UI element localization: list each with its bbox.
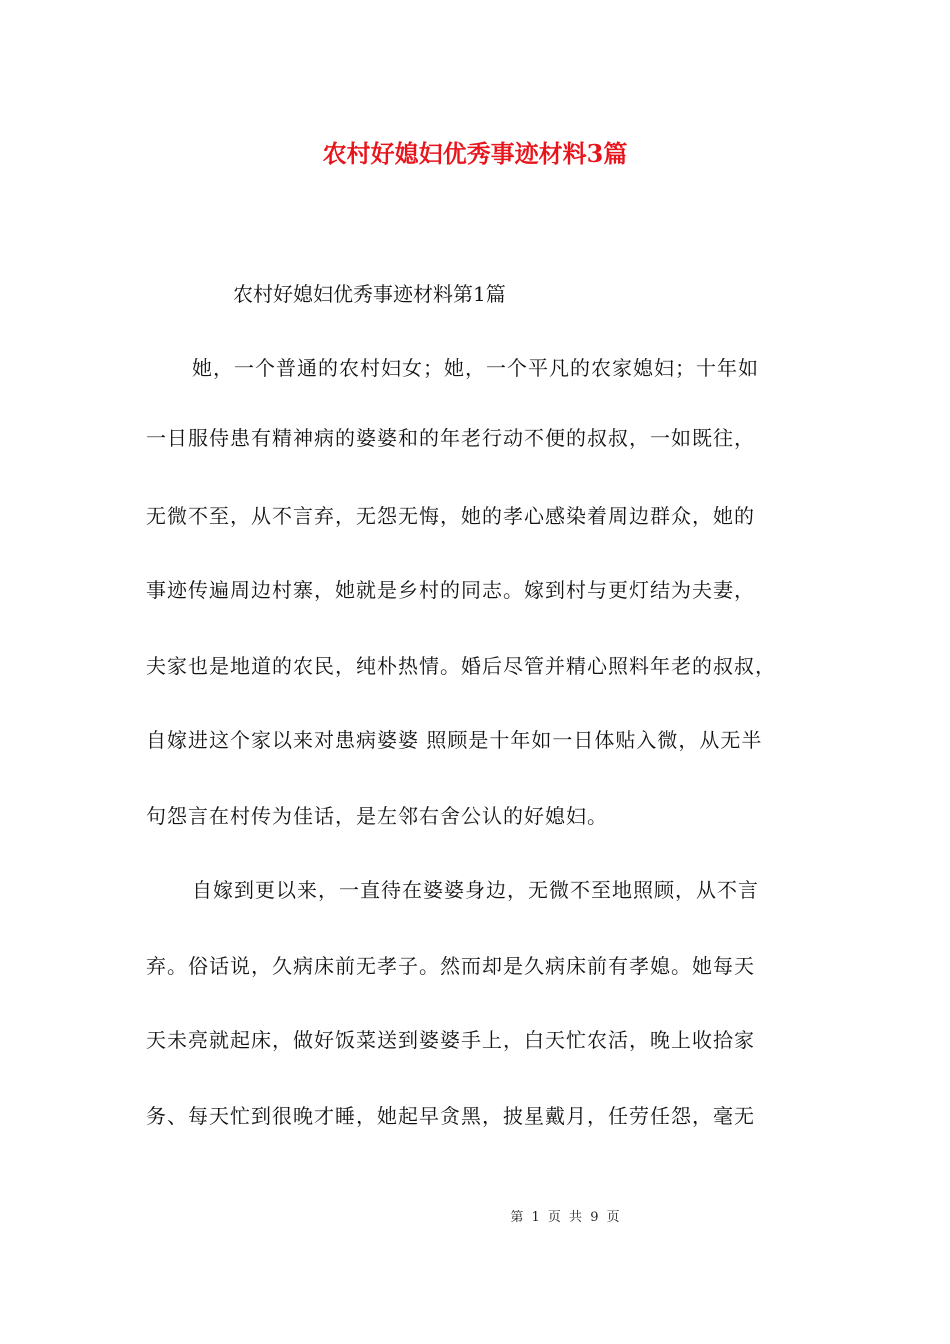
- body-line: 天未亮就起床，做好饭菜送到婆婆手上，白天忙农活，晚上收拾家: [146, 1028, 755, 1052]
- body-line: 自嫁到更以来，一直待在婆婆身边，无微不至地照顾，从不言: [192, 878, 759, 902]
- body-line: 夫家也是地道的农民，纯朴热情。婚后尽管并精心照料年老的叔叔，: [146, 654, 776, 678]
- body-line: 弃。俗话说，久病床前无孝子。然而却是久病床前有孝媳。她每天: [146, 954, 755, 978]
- body-line: 一日服侍患有精神病的婆婆和的年老行动不便的叔叔，一如既往，: [146, 426, 755, 450]
- document-title: 农村好媳妇优秀事迹材料3篇: [322, 139, 628, 168]
- page-number-footer: 第 1 页 共 9 页: [510, 1210, 620, 1225]
- body-line: 务、每天忙到很晚才睡，她起早贪黑，披星戴月，任劳任怨，毫无: [146, 1104, 755, 1128]
- body-line: 她，一个普通的农村妇女；她，一个平凡的农家媳妇；十年如: [192, 356, 759, 380]
- body-line: 自嫁进这个家以来对患病婆婆 照顾是十年如一日体贴入微，从无半: [146, 728, 763, 752]
- body-line: 无微不至，从不言弃，无怨无悔，她的孝心感染着周边群众，她的: [146, 504, 755, 528]
- body-line: 事迹传遍周边村寨，她就是乡村的同志。嫁到村与更灯结为夫妻，: [146, 578, 755, 602]
- section-heading: 农村好媳妇优秀事迹材料第1篇: [233, 282, 506, 306]
- body-line: 句怨言在村传为佳话，是左邻右舍公认的好媳妇。: [146, 804, 608, 828]
